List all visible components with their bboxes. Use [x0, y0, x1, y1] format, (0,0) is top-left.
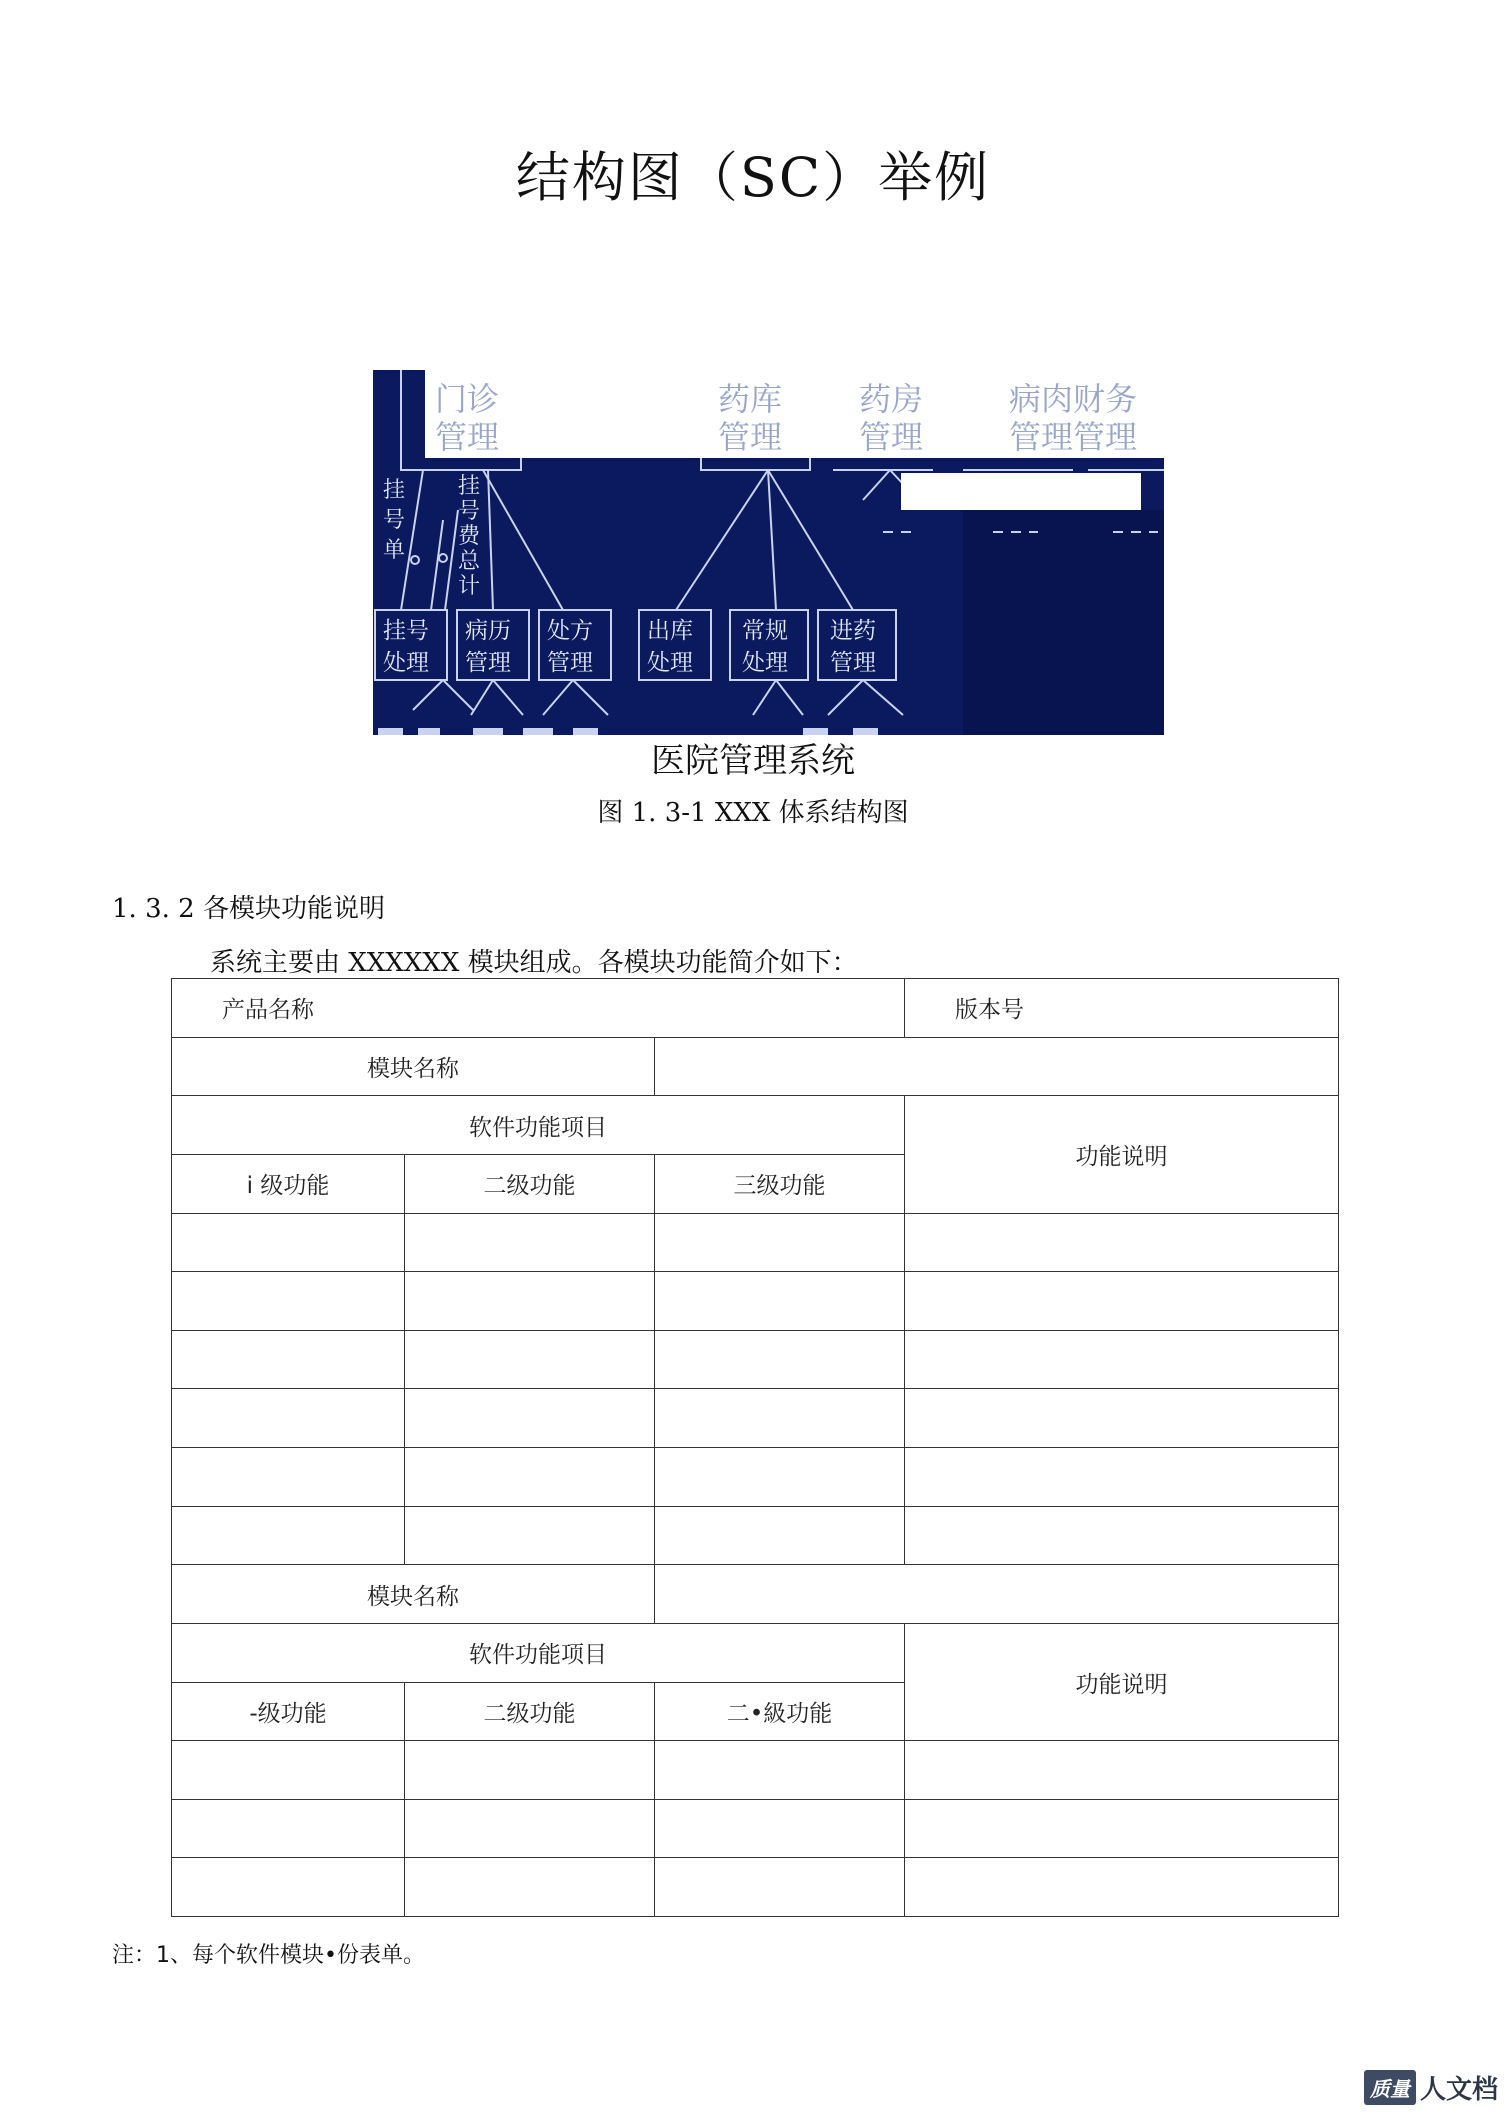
table-cell — [405, 1272, 655, 1331]
box-routine-1: 常规 — [742, 618, 788, 644]
function-desc-cell: 功能说明 — [905, 1096, 1339, 1213]
table-cell — [655, 1272, 905, 1331]
level1-header: i 级功能 — [172, 1154, 405, 1213]
table-row — [172, 1037, 1339, 1096]
structure-chart-figure — [373, 370, 1164, 735]
table-cell — [905, 1389, 1339, 1448]
table-cell — [405, 1389, 655, 1448]
footnote: 注：1、每个软件模块•份表单。 — [112, 1943, 425, 1968]
table-cell — [905, 1330, 1339, 1389]
table-row — [172, 1213, 1339, 1272]
table-cell — [905, 1799, 1339, 1858]
figure-caption-main: 医院管理系统 — [651, 741, 855, 781]
table-cell — [172, 1799, 405, 1858]
table-cell — [405, 1448, 655, 1507]
section-heading: 1. 3. 2 各模块功能说明 — [112, 894, 385, 924]
table-cell — [172, 1448, 405, 1507]
feature-items-cell-2: 软件功能项目 — [172, 1623, 905, 1682]
module-name-value-cell — [655, 1037, 1339, 1096]
box-purchase-2: 管理 — [830, 650, 876, 676]
table-row — [172, 1506, 1339, 1565]
table-cell — [905, 1213, 1339, 1272]
box-prescription-1: 处方 — [547, 618, 593, 644]
table-row — [172, 1389, 1339, 1448]
table-cell — [905, 1858, 1339, 1917]
module-name-value-cell-2 — [655, 1565, 1339, 1624]
module-name-cell: 模块名称 — [172, 1037, 655, 1096]
side-label-b-3: 总 — [458, 549, 481, 574]
box-records-1: 病历 — [465, 618, 511, 644]
table-cell — [655, 1389, 905, 1448]
box-routine-2: 处理 — [742, 650, 788, 676]
table-cell — [405, 1858, 655, 1917]
box-purchase-1: 进药 — [830, 618, 876, 644]
box-prescription-2: 管理 — [547, 650, 593, 676]
module-name-cell-2: 模块名称 — [172, 1565, 655, 1624]
level2-header-2: 二级功能 — [405, 1682, 655, 1741]
table-row — [172, 979, 1339, 1038]
table-cell — [655, 1330, 905, 1389]
table-cell — [405, 1213, 655, 1272]
feature-items-cell: 软件功能项目 — [172, 1096, 905, 1155]
table-cell — [172, 1741, 405, 1800]
top-label-store-1: 药库 — [718, 380, 783, 418]
box-registration-1: 挂号 — [383, 618, 429, 644]
table-cell — [655, 1858, 905, 1917]
table-row — [172, 1623, 1339, 1682]
side-label-a-1: 号 — [383, 508, 406, 533]
version-cell: 版本号 — [905, 979, 1339, 1038]
table-cell — [905, 1741, 1339, 1800]
table-cell — [405, 1799, 655, 1858]
watermark — [1364, 2068, 1498, 2106]
table-cell — [172, 1272, 405, 1331]
table-cell — [655, 1213, 905, 1272]
intro-paragraph: 系统主要由 XXXXXX 模块组成。各模块功能简介如下： — [210, 948, 858, 978]
table-row — [172, 1799, 1339, 1858]
table-cell — [655, 1741, 905, 1800]
box-outbound-2: 处理 — [647, 650, 693, 676]
table-cell — [655, 1448, 905, 1507]
side-label-b-4: 计 — [458, 574, 481, 599]
table-row — [172, 1741, 1339, 1800]
product-name-cell: 产品名称 — [172, 979, 905, 1038]
table-cell — [655, 1799, 905, 1858]
table-cell — [172, 1858, 405, 1917]
top-label-outpatient-1: 门诊 — [435, 380, 500, 418]
top-label-pharmacy-2: 管理 — [859, 418, 924, 456]
module-spec-table — [171, 978, 1339, 1917]
side-label-b-0: 挂 — [458, 474, 481, 499]
level3-header-2: 二•級功能 — [655, 1682, 905, 1741]
box-outbound-1: 出库 — [647, 618, 693, 644]
level1-header-2: -级功能 — [172, 1682, 405, 1741]
side-label-b-2: 费 — [458, 524, 481, 549]
table-cell — [172, 1213, 405, 1272]
table-cell — [172, 1389, 405, 1448]
table-row — [172, 1565, 1339, 1624]
table-row — [172, 1330, 1339, 1389]
level2-header: 二级功能 — [405, 1154, 655, 1213]
watermark-text: 人文档 — [1419, 2074, 1498, 2105]
side-label-b-1: 号 — [458, 499, 481, 524]
box-registration-2: 处理 — [383, 650, 429, 676]
top-label-outpatient-2: 管理 — [435, 418, 500, 456]
side-label-a-0: 挂 — [383, 478, 406, 503]
table-cell — [655, 1506, 905, 1565]
table-cell — [405, 1741, 655, 1800]
table-row — [172, 1272, 1339, 1331]
figure-caption-sub: 图 1. 3-1 XXX 体系结构图 — [597, 798, 909, 828]
structure-chart-svg — [373, 370, 1164, 735]
top-label-finance-1: 病肉财务 — [1009, 380, 1138, 418]
table-row — [172, 1858, 1339, 1917]
table-cell — [405, 1506, 655, 1565]
page-title: 结构图（SC）举例 — [515, 146, 991, 209]
table-cell — [405, 1330, 655, 1389]
table-row — [172, 1096, 1339, 1155]
table-cell — [905, 1272, 1339, 1331]
box-records-2: 管理 — [465, 650, 511, 676]
white-patch-mid — [901, 473, 1141, 510]
side-label-a-2: 单 — [383, 538, 406, 563]
figure-shadow-area — [963, 510, 1164, 735]
watermark-box: 质量 — [1364, 2070, 1416, 2105]
function-desc-cell-2: 功能说明 — [905, 1623, 1339, 1740]
top-label-pharmacy-1: 药房 — [859, 380, 924, 418]
table-cell — [905, 1506, 1339, 1565]
top-label-store-2: 管理 — [718, 418, 783, 456]
table-cell — [905, 1448, 1339, 1507]
table-cell — [172, 1330, 405, 1389]
table-row — [172, 1448, 1339, 1507]
table-cell — [172, 1506, 405, 1565]
top-label-finance-2: 管理管理 — [1009, 418, 1138, 456]
level3-header: 三级功能 — [655, 1154, 905, 1213]
